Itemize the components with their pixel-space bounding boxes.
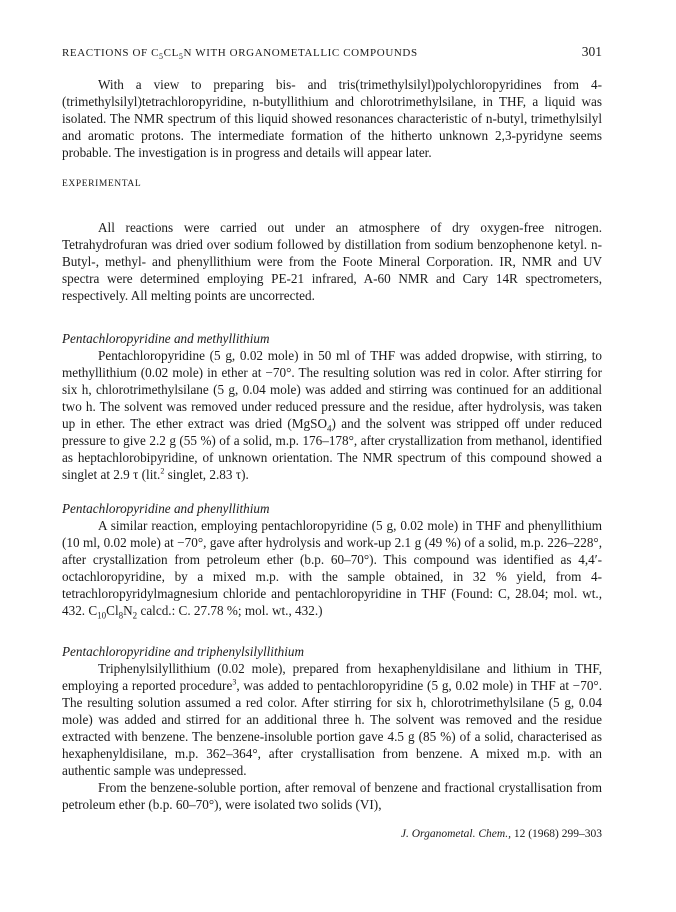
running-head xyxy=(62,44,602,62)
experimental-block xyxy=(62,219,602,304)
section-paragraph: A similar reaction, employing pentachloropyridine (5 g, 0.02 mole) in THF and phenyllithium (10 ml, 0.02 mole) at −70°, gave after hydrolysis and work-up 2.1 g (49 %) of a solid, m.p. 226–228°, after crystallization from petroleum ether (b.p. 60–70°). This compound was identified as 4,4′-octachloropyridine, by a mixed m.p. with the sample obtained, in 32 % yield, from 4-tetrachloropyridylmagnesium chloride and pentachloropyridine in THF (Found: C, 28.04; mol. wt., 432. $C_{10}Cl_8N_2$ calcd.: C. 27.78 %; mol. wt., 432.) xyxy=(62,518,602,621)
experimental-paragraph: All reactions were carried out under an atmosphere of dry oxygen-free nitrogen. Tetrahydrofuran was dried over sodium followed by distillation from sodium benzophenone ketyl. n-Butyl-, methyl- and phenyllithium were from the Foote Mineral Corporation. IR, NMR and UV spectra were determined employing PE-21 infrared, A-60 NMR and Cary 14R spectrometers, respectively. All melting points are uncorrected. xyxy=(62,220,602,303)
section-title: Pentachloropyridine and phenyllithium xyxy=(62,501,270,516)
experimental-heading-block xyxy=(62,179,602,189)
section-triphenylsilyllithium xyxy=(62,643,602,813)
journal-citation: J. Organometal. Chem., 12 (1968) 299–303 xyxy=(400,828,602,840)
section-title: Pentachloropyridine and triphenylsilyllithium xyxy=(62,644,304,659)
intro-paragraph: With a view to preparing bis- and tris(trimethylsilyl)polychloropyridines from 4-(trimethylsilyl)tetrachloropyridine, n-butyllithium and chlorotrimethylsilane, in THF, a liquid was isolated. The NMR spectrum of this liquid showed resonances characteristic of n-butyl, trimethylsilyl and aromatic protons. The intermediate formation of the hitherto unknown 2,3-pyridyne seems probable. The investigation is in progress and details will appear later. xyxy=(62,77,602,160)
section-paragraph-continued: From the benzene-soluble portion, after removal of benzene and fractional crystallisation from petroleum ether (b.p. 60–70°), were isolated two solids (VI), xyxy=(62,780,602,812)
intro-block xyxy=(62,76,602,161)
section-title: Pentachloropyridine and methyllithium xyxy=(62,331,270,346)
section-paragraph: Triphenylsilyllithium (0.02 mole), prepared from hexaphenyldisilane and lithium in THF, employing a reported procedure$^3$, was added to pentachloropyridine (5 g, 0.02 mole) in THF at −70°. The resulting solution assumed a red color. After stirring for six h, chlorotrimethylsilane (5 g, 0.04 mole) was added and stirred for an additional three h. The solvent was removed and the residue extracted with benzene. The benzene-insoluble portion gave 4.5 g (85 %) of a solid, characterised as hexaphenyldisilane, m.p. 362–364°, after crystallisation from benzene. A mixed m.p. with an authentic sample was undepressed. xyxy=(62,661,602,778)
section-paragraph: Pentachloropyridine (5 g, 0.02 mole) in 50 ml of THF was added dropwise, with stirring, to methyllithium (0.02 mole) in ether at −70°. The resulting solution was red in color. After stirring for six h, chlorotrimethylsilane (5 g, 0.04 mole) was added and stirring was continued for an additional two h. The solvent was removed under reduced pressure and the residue, after hydrolysis, was taken up in ether. The ether extract was dried (MgSO$_4$) and the solvent was stripped off under reduced pressure to give 2.2 g (55 %) of a solid, m.p. 176–178°, after crystallization from methanol, identified as heptachlorobipyridine, of unknown orientation. The NMR spectrum of this compound showed a singlet at 2.9 τ (lit.$^2$ singlet, 2.83 τ). xyxy=(62,348,602,482)
experimental-heading: EXPERIMENTAL xyxy=(62,179,142,189)
section-phenyllithium xyxy=(62,500,602,619)
running-title: REACTIONS OF $C_5CL_5N$ WITH ORGANOMETALLIC COMPOUNDS xyxy=(62,47,418,62)
page-number: 301 xyxy=(581,44,602,59)
section-methyllithium xyxy=(62,330,602,483)
